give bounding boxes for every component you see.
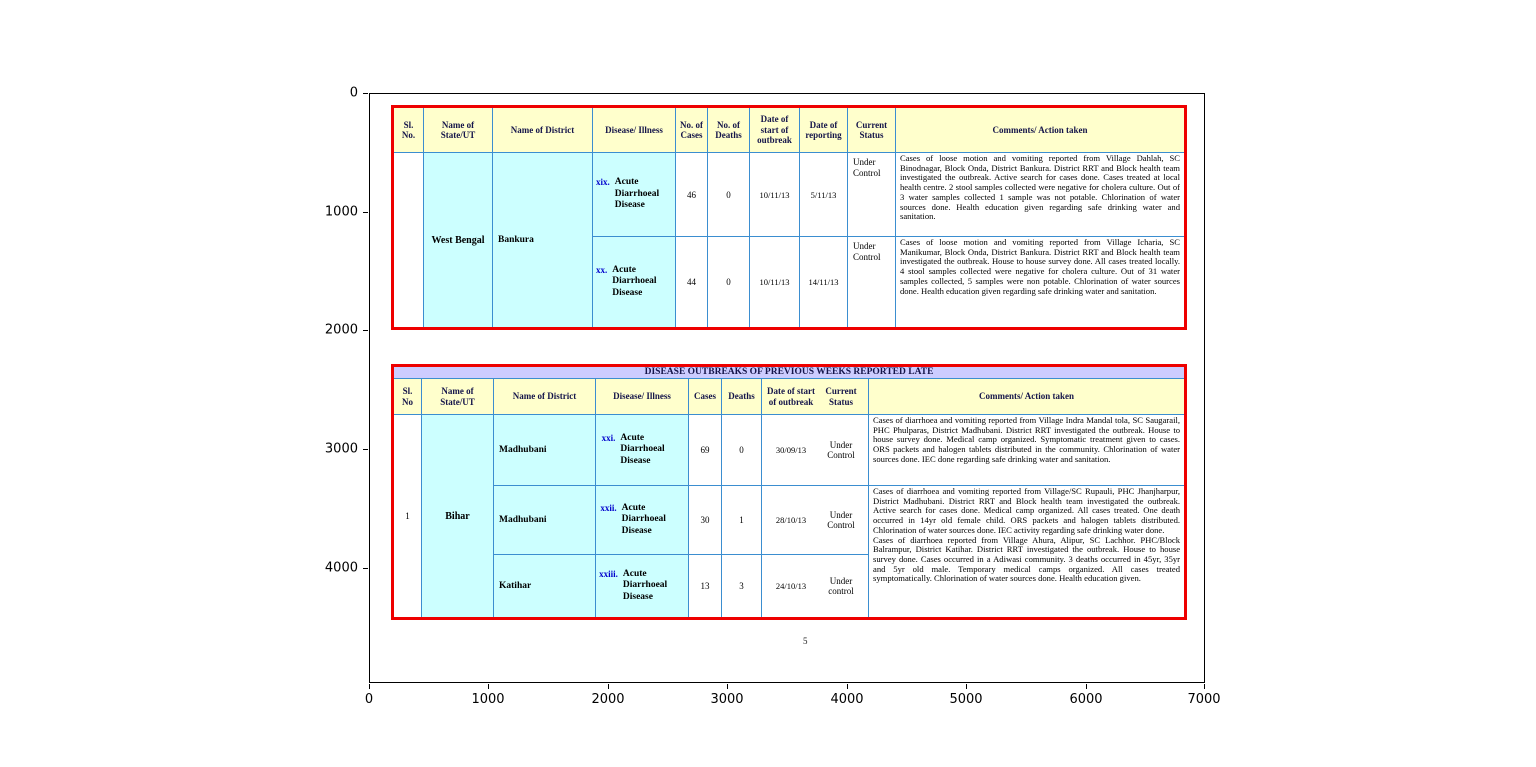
comments-paragraph: Cases of diarrhoea reported from Village Ahura, Alipur, SC Lachhor. PHC/Block Balrampur, District Katihar. District RRT investigated the outbreak. House to house survey done. Cases occurred in a Adiwasi community. 3 deaths occurred in 45yr, 35yr and 5yr old male. Temporary medical camps organized. All cases treated symptomatically. Chlorination of water sources done. Health education given. [873,534,1181,584]
x-tick-label: 3000 [710,692,744,707]
x-tick-mark [488,684,489,689]
col-header-start-date-status [762,379,869,415]
y-tick-mark [363,568,368,569]
deaths-cell: 0 [708,153,750,237]
col-header-report-date: Date of reporting [800,107,848,153]
y-tick-label: 1000 [324,204,358,220]
y-tick-label: 0 [349,85,358,101]
x-tick-mark [369,684,370,689]
col-header-comments: Comments/ Action taken [869,379,1186,415]
state-cell: Bihar [422,415,494,619]
start-date-status-cell [762,415,869,486]
x-tick-label: 7000 [1187,692,1221,707]
y-tick-label: 4000 [324,560,358,576]
deaths-cell: 1 [722,486,762,555]
comments-cell: Cases of loose motion and vomiting reported from Village Icharia, SC Manikumar, Block Onda, District Bankura. District RRT and Block health team investigated the outbreak. House to house survey done. All cases treated locally. 4 stool samples collected were negative for cholera culture. Out of 31 water samples collected, 5 samples were non potable. Chlorination of water sources done. Health education given regarding safe drinking water and sanitation. [896,237,1186,329]
report-date-cell: 5/11/13 [800,153,848,237]
table-title: DISEASE OUTBREAKS OF PREVIOUS WEEKS REPORTED LATE [393,366,1186,379]
table-header-row [393,379,1186,415]
x-tick-label: 2000 [591,692,625,707]
x-tick-label: 6000 [1069,692,1103,707]
y-tick-mark [363,330,368,331]
cases-cell: 69 [689,415,722,486]
disease-cell [593,237,676,329]
status: Under control [828,575,854,596]
y-tick-label: 3000 [324,441,358,457]
district-cell: Madhubani [494,486,596,555]
x-tick-label: 5000 [949,692,983,707]
x-tick-mark [608,684,609,689]
disease-number: xxii. [600,502,617,513]
col-header-district: Name of District [493,107,593,153]
cases-cell: 13 [689,555,722,619]
col-header-district: Name of District [494,379,596,415]
district-cell: Madhubani [494,415,596,486]
sl-no-cell: 1 [393,415,422,619]
x-tick-mark [847,684,848,689]
start-date-cell: 10/11/13 [750,237,800,329]
deaths-cell: 0 [722,415,762,486]
disease-name: Acute Diarrhoeal Disease [622,568,668,602]
col-header-state: Name of State/UT [424,107,493,153]
disease-number: xx. [596,264,608,275]
disease-name: Acute Diarrhoeal Disease [614,177,660,211]
comments-cell: Cases of loose motion and vomiting reported from Village Dahlah, SC Binodnagar, Block Onda, District Bankura. District RRT and Block health team investigated the outbreak. Active search for cases done. Cases treated at local health centre. 2 stool samples collected were negative for cholera culture. Out of 3 water samples collected 1 sample was not potable. Chlorination of water sources done. Health education given regarding safe drinking water and sanitation. [896,153,1186,237]
disease-number: xxi. [601,432,616,443]
status: Under Control [827,439,855,460]
table-row [393,153,1186,237]
status-cell: Under Control [848,153,896,237]
disease-number: xix. [596,177,610,188]
disease-number: xxiii. [599,568,618,579]
col-header-start-date: Date of start of outbreak [750,107,800,153]
deaths-cell: 0 [708,237,750,329]
disease-name: Acute Diarrhoeal Disease [621,502,666,536]
col-header-status: Current Status [848,107,896,153]
x-tick-label: 1000 [471,692,505,707]
cases-cell: 46 [676,153,708,237]
col-header-disease: Disease/ Illness [596,379,689,415]
cases-cell: 30 [689,486,722,555]
col-header-deaths: Deaths [722,379,762,415]
col-header-status: Current Status [825,386,857,407]
status-cell: Under Control [848,237,896,329]
x-tick-label: 4000 [830,692,864,707]
x-tick-mark [966,684,967,689]
outbreak-table-current-week [391,105,1187,330]
disease-cell [596,555,689,619]
y-tick-mark [363,212,368,213]
y-tick-mark [363,93,368,94]
disease-cell [596,415,689,486]
district-cell: Katihar [494,555,596,619]
col-header-sl-no: Sl. No. [393,107,424,153]
start-date: 30/09/13 [775,445,807,455]
cases-cell: 44 [676,237,708,329]
col-header-state: Name of State/UT [422,379,494,415]
x-tick-mark [1086,684,1087,689]
col-header-comments: Comments/ Action taken [896,107,1186,153]
disease-cell [596,486,689,555]
table-row [393,415,1186,486]
table-row [393,486,1186,555]
plot-area [369,93,1205,683]
col-header-cases: No. of Cases [676,107,708,153]
disease-name: Acute Diarrhoeal Disease [620,432,665,466]
col-header-deaths: No. of Deaths [708,107,750,153]
x-tick-label: 0 [364,692,374,707]
report-date-cell: 14/11/13 [800,237,848,329]
comments-cell: Cases of diarrhoea and vomiting reported from Village Indra Mandal tola, SC Saugarail, PHC Phulparas, District Madhubani. District RRT investigated the outbreak. House to house survey done. Medical camp organized. Symptomatic treatment given to cases. ORS packets and halogen tablets distributed in the community. Chlorination of water sources done. IEC done regarding safe drinking water and sanitation. [869,415,1186,486]
comments-cell [869,486,1186,619]
district-cell: Bankura [493,153,593,329]
table-header-row [393,107,1186,153]
comments-paragraph: Cases of diarrhoea and vomiting reported from Village/SC Rupauli, PHC Jhanjharpur, District Madhubani. District RRT and Block health team investigated the outbreak. Active search for cases done. Medical camp organized. All cases treated. One death occurred in 14yr old female child. ORS packets and halogen tablets distributed. Chlorination of water sources done. IEC activity regarding safe drinking water done. [873,486,1181,535]
start-date: 24/10/13 [775,581,807,591]
disease-name: Acute Diarrhoeal Disease [612,264,657,298]
start-date-cell: 10/11/13 [750,153,800,237]
start-date-status-cell [762,555,869,619]
y-tick-label: 2000 [324,322,358,338]
col-header-sl-no: Sl. No [393,379,422,415]
col-header-cases: Cases [689,379,722,415]
col-header-start-date: Date of start of outbreak [767,386,815,407]
y-tick-mark [363,449,368,450]
state-cell: West Bengal [424,153,493,329]
col-header-disease: Disease/ Illness [593,107,676,153]
document-page-number: 5 [803,636,808,646]
start-date-status-cell [762,486,869,555]
table-title-row [393,366,1186,379]
status: Under Control [827,509,855,530]
deaths-cell: 3 [722,555,762,619]
x-tick-mark [727,684,728,689]
disease-cell [593,153,676,237]
sl-no-cell [393,153,424,329]
x-tick-mark [1204,684,1205,689]
start-date: 28/10/13 [775,515,807,525]
outbreak-table-reported-late [391,364,1187,620]
